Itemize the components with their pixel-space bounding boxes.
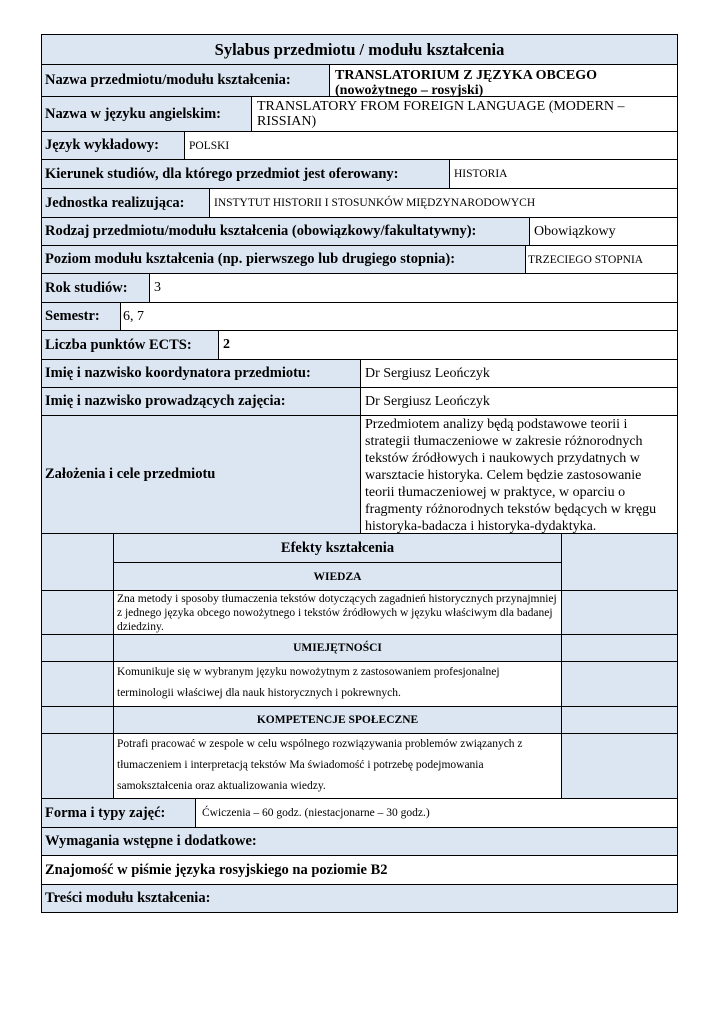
unit-row xyxy=(41,189,678,218)
field-of-study-row xyxy=(41,160,678,189)
module-name-label: Nazwa przedmiotu/modułu kształcenia: xyxy=(42,65,329,96)
goals-value: Przedmiotem analizy będą podstawowe teorii i strategii tłumaczeniowe w zakresie różnorodnych tekstów źródłowych i naukowych przydatnych w warsztacie historyka. Celem będzie zastosowanie teorii tłumaczeniowej w praktyce, w oparciu o fragmenty różnorodnych tekstów będących w kręgu historyka-badacza i historyka-dydaktyka. xyxy=(360,416,677,533)
competences-row xyxy=(41,734,678,799)
skills-heading: UMIEJĘTNOŚCI xyxy=(113,635,562,661)
coordinator-row xyxy=(41,360,678,388)
syllabus-title-row xyxy=(41,34,678,65)
knowledge-text: Zna metody i sposoby tłumaczenia tekstów dotyczących zagadnień historycznych przynajmniej z jednego języka obcego nowożytnego i tekstów źródłowych w języku właściwym dla badanej dziedziny. xyxy=(113,591,562,634)
unit-label: Jednostka realizująca: xyxy=(42,189,209,217)
module-name-row xyxy=(41,65,678,97)
year-row xyxy=(41,274,678,303)
requirements-label: Wymagania wstępne i dodatkowe: xyxy=(45,833,257,849)
skills-side-cell-right xyxy=(562,662,677,706)
semester-row xyxy=(41,303,678,331)
contents-label: Treści modułu kształcenia: xyxy=(45,890,211,906)
competences-side-cell-right xyxy=(562,734,677,798)
year-value: 3 xyxy=(149,274,677,302)
teachers-label: Imię i nazwisko prowadzących zajęcia: xyxy=(42,388,360,415)
year-label: Rok studiów: xyxy=(42,274,149,302)
english-name-value: TRANSLATORY FROM FOREIGN LANGUAGE (MODERN – RISSIAN) xyxy=(251,97,677,131)
competences-heading: KOMPETENCJE SPOŁECZNE xyxy=(113,707,562,733)
coordinator-value: Dr Sergiusz Leończyk xyxy=(360,360,677,387)
module-type-label: Rodzaj przedmiotu/modułu kształcenia (obowiązkowy/fakultatywny): xyxy=(42,218,529,245)
level-value: TRZECIEGO STOPNIA xyxy=(525,246,677,273)
teachers-value: Dr Sergiusz Leończyk xyxy=(360,388,677,415)
requirements-row xyxy=(41,828,678,856)
module-type-row xyxy=(41,218,678,246)
knowledge-side-cell-right xyxy=(562,591,677,634)
semester-label: Semestr: xyxy=(42,303,120,330)
knowledge-row xyxy=(41,591,678,635)
skills-side-cell xyxy=(42,662,113,706)
english-name-label: Nazwa w języku angielskim: xyxy=(42,97,251,131)
coordinator-label: Imię i nazwisko koordynatora przedmiotu: xyxy=(42,360,360,387)
forms-row xyxy=(41,799,678,828)
language-row xyxy=(41,132,678,160)
skills-header-row xyxy=(41,635,678,662)
skills-text: Komunikuje się w wybranym języku nowożytnym z zastosowaniem profesjonalnej terminologii właściwej dla nauk historycznych i pokrewnych. xyxy=(113,662,562,706)
forms-label: Forma i typy zajęć: xyxy=(42,799,195,827)
effects-header-cell xyxy=(113,534,562,590)
effects-header-row xyxy=(41,534,678,591)
requirement-text-row xyxy=(41,856,678,885)
module-name-value: TRANSLATORIUM Z JĘZYKA OBCEGO (nowożytnego – rosyjski) xyxy=(329,65,677,96)
requirement-text: Znajomość w piśmie języka rosyjskiego na poziomie B2 xyxy=(45,861,388,878)
teachers-row xyxy=(41,388,678,416)
knowledge-side-cell xyxy=(42,591,113,634)
competences-header-row xyxy=(41,707,678,734)
field-of-study-value: HISTORIA xyxy=(449,160,677,188)
competences-side-cell xyxy=(42,734,113,798)
ects-value: 2 xyxy=(218,331,677,359)
syllabus-document xyxy=(41,34,678,913)
contents-row xyxy=(41,885,678,913)
competences-text: Potrafi pracować w zespole w celu wspólnego rozwiązywania problemów związanych z tłumaczeniem i interpretacją tekstów Ma świadomość i potrzebę podejmowania samokształcenia oraz aktualizowania wiedzy. xyxy=(113,734,562,798)
language-value: POLSKI xyxy=(184,132,677,159)
level-row xyxy=(41,246,678,274)
level-label: Poziom modułu kształcenia (np. pierwszego lub drugiego stopnia): xyxy=(42,246,525,273)
knowledge-heading: WIEDZA xyxy=(313,571,362,583)
ects-row xyxy=(41,331,678,360)
semester-value: 6, 7 xyxy=(120,303,677,330)
field-of-study-label: Kierunek studiów, dla którego przedmiot jest oferowany: xyxy=(42,160,449,188)
effects-heading: Efekty kształcenia xyxy=(114,534,561,563)
unit-value: INSTYTUT HISTORII I STOSUNKÓW MIĘDZYNARODOWYCH xyxy=(209,189,677,217)
english-name-row xyxy=(41,97,678,132)
goals-row xyxy=(41,416,678,534)
skills-row xyxy=(41,662,678,707)
forms-value: Ćwiczenia – 60 godz. (niestacjonarne – 30 godz.) xyxy=(195,799,677,827)
goals-label: Założenia i cele przedmiotu xyxy=(42,416,360,533)
module-type-value: Obowiązkowy xyxy=(529,218,677,245)
page-title: Sylabus przedmiotu / modułu kształcenia xyxy=(214,40,505,59)
language-label: Język wykładowy: xyxy=(42,132,184,159)
ects-label: Liczba punktów ECTS: xyxy=(42,331,218,359)
